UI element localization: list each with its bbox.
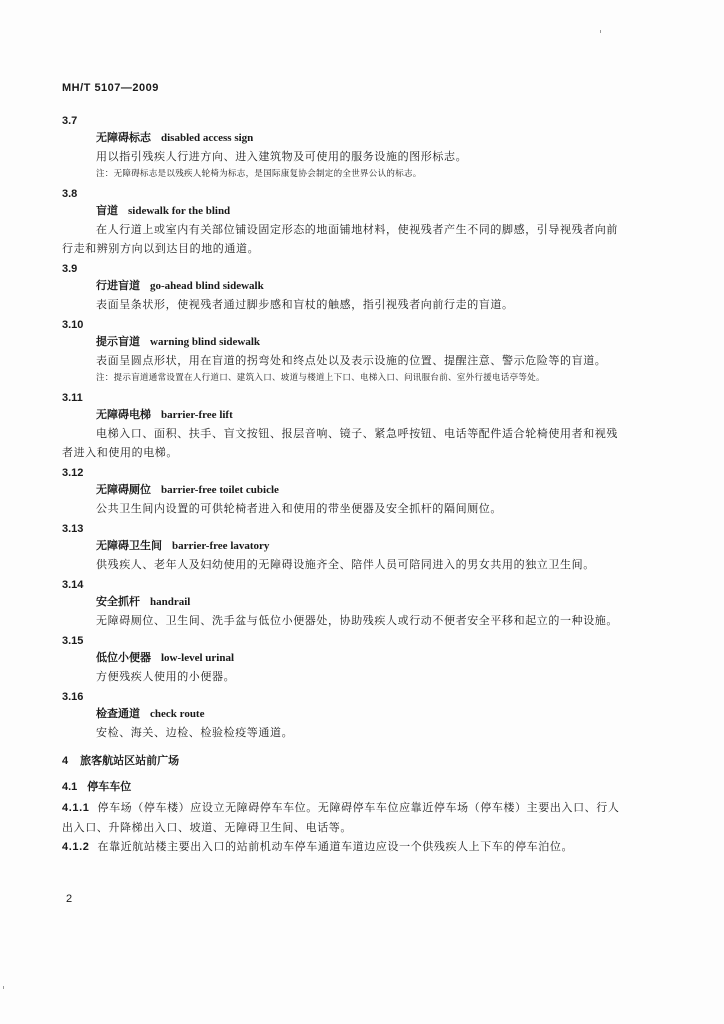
term-definition: 安检、海关、边检、检验检疫等通道。 [96, 726, 294, 739]
term-title [62, 129, 622, 147]
term-title [62, 333, 622, 351]
term-en: barrier-free lavatory [172, 540, 270, 552]
term-title [62, 406, 622, 424]
scan-speck [3, 986, 4, 989]
term-title [62, 277, 622, 295]
term-zh: 无障碍标志 [96, 131, 151, 144]
term-entry [62, 466, 622, 518]
clause-number: 3.14 [62, 579, 84, 591]
clause-number: 3.7 [62, 115, 78, 127]
paragraph-number: 4.1.1 [62, 802, 90, 814]
term-entry [62, 187, 622, 258]
clause-number: 3.8 [62, 188, 78, 200]
term-definition: 公共卫生间内设置的可供轮椅者进入和使用的带坐便器及安全抓杆的隔间厕位。 [96, 502, 502, 515]
term-title [62, 537, 622, 555]
section-title: 旅客航站区站前广场 [80, 754, 180, 767]
term-en: handrail [150, 596, 191, 608]
term-en: go-ahead blind sidewalk [150, 280, 264, 292]
clause-paragraph [62, 837, 622, 857]
page-number: 2 [66, 893, 73, 905]
term-title [62, 202, 622, 220]
term-title [62, 593, 622, 611]
term-note: 注：无障碍标志是以残疾人轮椅为标志，是国际康复协会制定的全世界公认的标志。 [96, 169, 422, 179]
term-en: check route [150, 708, 205, 720]
term-zh: 安全抓杆 [96, 595, 140, 608]
term-zh: 提示盲道 [96, 335, 140, 348]
paragraph-text: 在靠近航站楼主要出入口的站前机动车停车通道车道边应设一个供残疾人上下车的停车泊位。 [97, 840, 574, 853]
term-en: low-level urinal [161, 652, 235, 664]
scan-speck [600, 30, 601, 33]
clause-paragraph [62, 798, 622, 837]
section-number: 4 [62, 755, 69, 767]
term-definition: 表面呈条状形，使视残者通过脚步感和盲杖的触感，指引视残者向前行走的盲道。 [96, 298, 514, 311]
term-note: 注：提示盲道通常设置在人行道口、建筑入口、坡道与楼道上下口、电梯入口、问讯服台前、室外行援电话亭等处。 [96, 373, 545, 383]
clause-number: 3.9 [62, 263, 78, 275]
term-definition: 无障碍厕位、卫生间、洗手盆与低位小便器处，协助残疾人或行动不便者安全平移和起立的一种设施。 [96, 614, 618, 627]
term-title [62, 649, 622, 667]
term-entry [62, 578, 622, 630]
section-heading [62, 752, 622, 770]
term-en: barrier-free lift [161, 409, 233, 421]
paragraph-number: 4.1.2 [62, 841, 90, 853]
term-definition: 在人行道上或室内有关部位铺设固定形态的地面铺地材料，使视残者产生不同的脚感，引导视残者向前行走和辨别方向以到达目的地的通道。 [62, 223, 618, 255]
term-entry [62, 262, 622, 314]
term-zh: 无障碍厕位 [96, 483, 151, 496]
term-zh: 无障碍电梯 [96, 408, 151, 421]
paragraph-text: 停车场（停车楼）应设立无障碍停车车位。无障碍停车车位应靠近停车场（停车楼）主要出入口、行人出入口、升降梯出入口、坡道、无障碍卫生间、电话等。 [62, 801, 620, 834]
term-definition: 用以指引残疾人行进方向、进入建筑物及可使用的服务设施的图形标志。 [96, 150, 468, 163]
term-entry [62, 318, 622, 387]
clause-number: 3.15 [62, 635, 84, 647]
term-entry [62, 634, 622, 686]
term-entry [62, 522, 622, 574]
term-entry [62, 391, 622, 462]
page-content [62, 110, 622, 857]
clause-number: 3.11 [62, 392, 83, 404]
subsection-title: 停车车位 [87, 780, 132, 793]
term-definition: 方便残疾人使用的小便器。 [96, 670, 236, 683]
term-en: disabled access sign [161, 132, 254, 144]
term-title [62, 705, 622, 723]
term-en: warning blind sidewalk [150, 336, 261, 348]
standard-code-header: MH/T 5107—2009 [62, 82, 159, 94]
clause-number: 3.10 [62, 319, 84, 331]
clause-number: 3.12 [62, 467, 84, 479]
term-definition: 供残疾人、老年人及妇幼使用的无障碍设施齐全、陪伴人员可陪同进入的男女共用的独立卫生间。 [96, 558, 595, 571]
subsection-heading [62, 778, 622, 796]
term-definition: 电梯入口、面积、扶手、盲文按钮、报层音响、镜子、紧急呼按钮、电话等配件适合轮椅使用者和视残者进入和使用的电梯。 [62, 427, 618, 459]
term-entry [62, 690, 622, 742]
term-en: sidewalk for the blind [128, 205, 231, 217]
clause-number: 3.16 [62, 691, 84, 703]
term-zh: 检查通道 [96, 707, 140, 720]
term-en: barrier-free toilet cubicle [161, 484, 279, 496]
term-zh: 无障碍卫生间 [96, 539, 162, 552]
term-zh: 盲道 [96, 204, 118, 217]
term-title [62, 481, 622, 499]
subsection-number: 4.1 [62, 781, 78, 793]
term-zh: 行进盲道 [96, 279, 140, 292]
clause-number: 3.13 [62, 523, 84, 535]
term-entry [62, 114, 622, 183]
term-definition: 表面呈圆点形状，用在盲道的拐弯处和终点处以及表示设施的位置、提醒注意、警示危险等的盲道。 [96, 354, 607, 367]
term-zh: 低位小便器 [96, 651, 151, 664]
